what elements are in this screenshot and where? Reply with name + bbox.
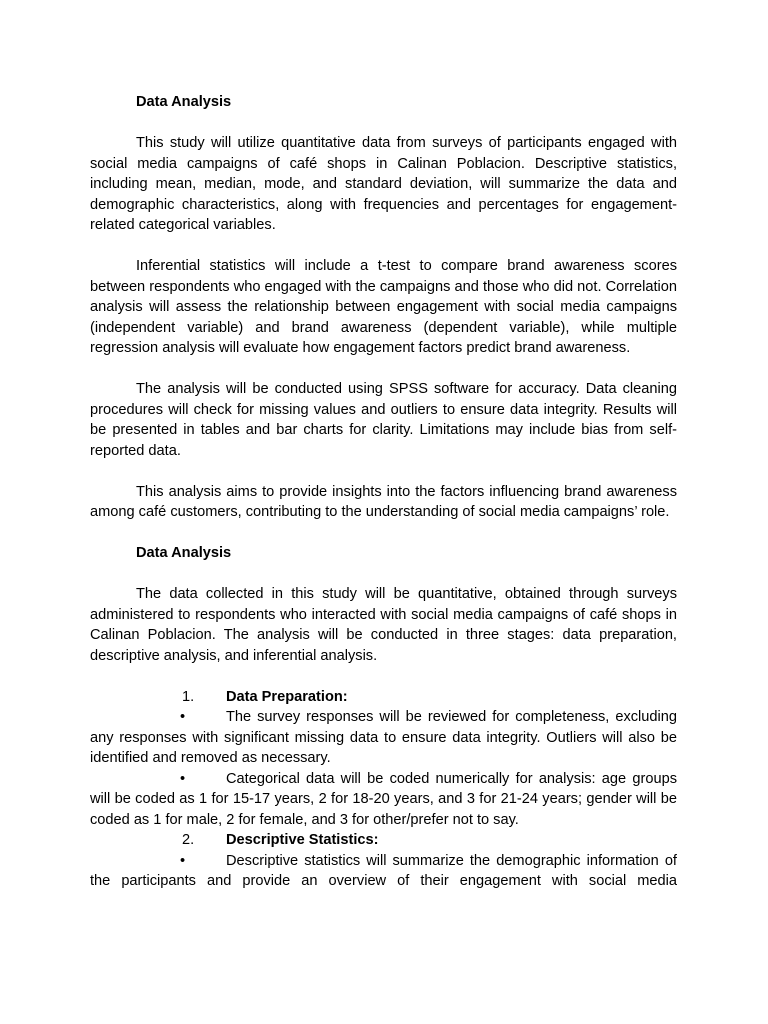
paragraph: This study will utilize quantitative data from surveys of participants engaged with social media campaigns of café shops in Calinan Poblacion. Descriptive statistics, including mean, median, mode, and standard deviation, will summarize the data and demographic characteristics, along with frequencies and percentages for engagement-related categorical variables.	[90, 135, 677, 233]
bullet-text: Categorical data will be coded numerically for analysis: age groups will be coded as 1 for 15-17 years, 2 for 18-20 years, and 3 for 21-24 years; gender will be coded as 1 for male, 2 for female, and 3 for other/prefer not to say.	[90, 770, 677, 828]
list-item-number: 1.	[182, 688, 195, 705]
bullet-text: The survey responses will be reviewed for completeness, excluding any responses with significant missing data to ensure data integrity. Outliers will also be identified and removed as necessary.	[90, 709, 677, 766]
list-item-heading	[90, 687, 677, 708]
paragraph: The analysis will be conducted using SPSS software for accuracy. Data cleaning procedures will check for missing values and outliers to ensure data integrity. Results will be presented in tables and bar charts for clarity. Limitations may include bias from self-reported data.	[90, 381, 677, 459]
paragraph: Inferential statistics will include a t-test to compare brand awareness scores between respondents who engaged with the campaigns and those who did not. Correlation analysis will assess the relationship between engagement with social media campaigns (independent variable) and brand awareness (dependent variable), while multiple regression analysis will evaluate how engagement factors predict brand awareness.	[90, 258, 677, 356]
bullet-icon: •	[180, 852, 186, 869]
list-item-heading	[90, 830, 677, 851]
paragraph: The data collected in this study will be quantitative, obtained through surveys administered to respondents who interacted with social media campaigns of café shops in Calinan Poblacion. The analysis will be conducted in three stages: data preparation, descriptive analysis, and inferential analysis.	[90, 586, 677, 664]
bullet-icon: •	[180, 709, 186, 725]
bullet-icon: •	[180, 770, 186, 787]
document-body	[90, 92, 677, 892]
bullet-item	[90, 851, 677, 892]
bullet-item	[90, 769, 677, 831]
section-heading: Data Analysis	[136, 545, 232, 561]
section-heading: Data Analysis	[136, 94, 232, 110]
bullet-item	[90, 707, 677, 769]
paragraph: This analysis aims to provide insights into the factors influencing brand awareness among café customers, contributing to the understanding of social media campaigns’ role.	[90, 483, 677, 520]
list-item-title: Data Preparation:	[226, 688, 348, 705]
list-item-title: Descriptive Statistics:	[226, 832, 379, 848]
bullet-text: Descriptive statistics will summarize the demographic information of the participants and provide an overview of their engagement with social media	[90, 852, 677, 889]
numbered-list	[90, 687, 677, 892]
list-item-number: 2.	[182, 832, 195, 848]
